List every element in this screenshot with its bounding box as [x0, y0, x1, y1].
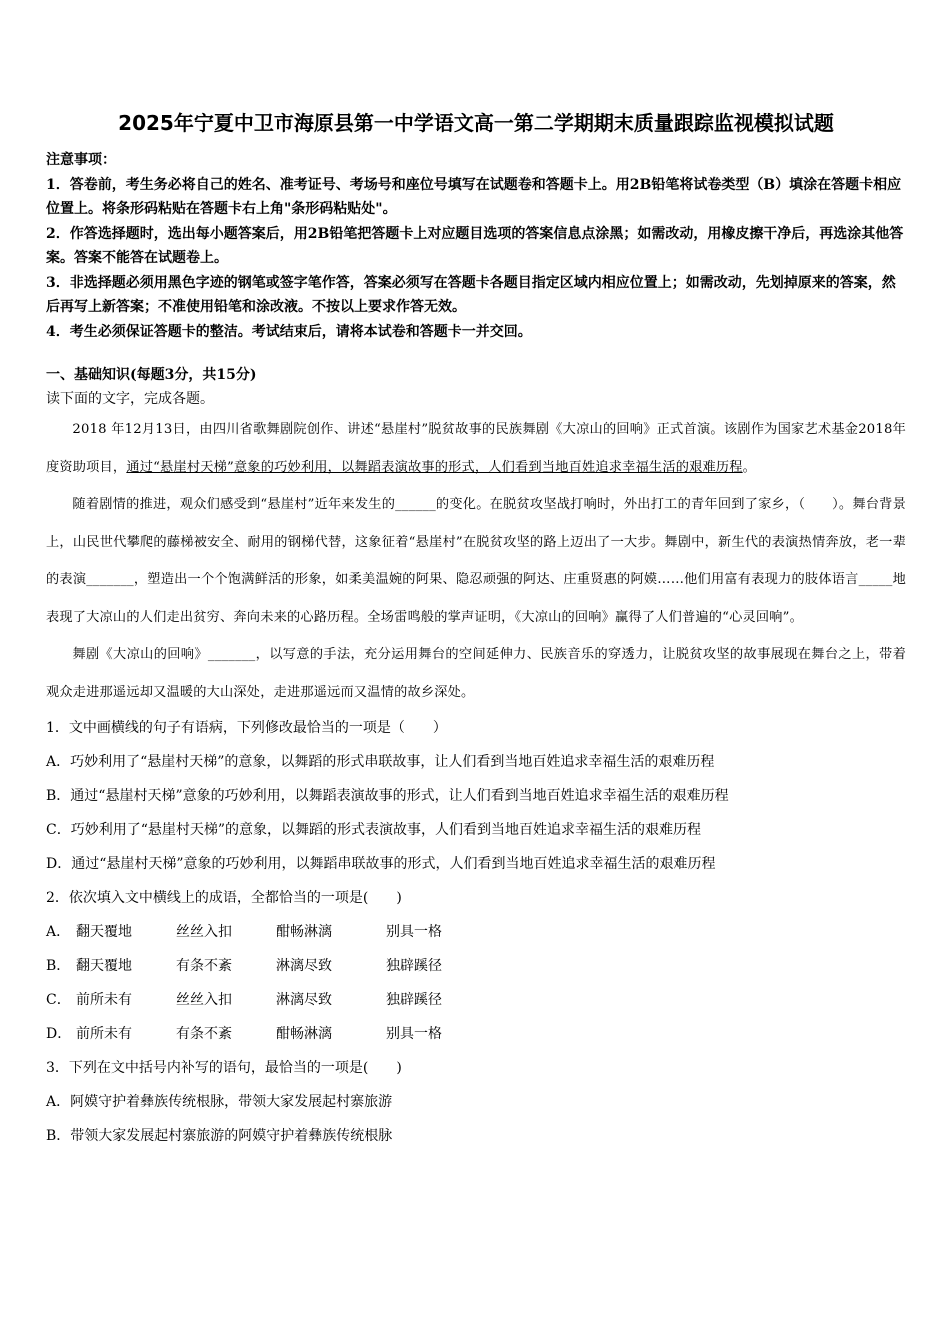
option-word: 前所未有 — [76, 1026, 132, 1042]
option-word: 丝丝入扣 — [176, 992, 232, 1008]
option-word: 酣畅淋漓 — [276, 924, 332, 940]
option-word: 有条不紊 — [176, 958, 232, 974]
option-word: 独辟蹊径 — [386, 958, 442, 974]
question-2-option — [46, 1017, 906, 1051]
question-3-stem: 3．下列在文中括号内补写的语句，最恰当的一项是( ) — [46, 1060, 402, 1076]
question-2-option — [46, 983, 906, 1017]
option-word: 翻天覆地 — [76, 924, 132, 940]
question-1-stem: 1．文中画横线的句子有语病，下列修改最恰当的一项是（ ） — [46, 720, 447, 736]
notice-item: 2．作答选择题时，选出每小题答案后，用2B铅笔把答题卡上对应题目选项的答案信息点涂黑；如需改动，用橡皮擦干净后，再选涂其他答案。答案不能答在试题卷上。 — [46, 225, 904, 266]
option-letter: D． — [46, 1026, 72, 1042]
option-word: 淋漓尽致 — [276, 992, 332, 1008]
passage-paragraph-2: 随着剧情的推进，观众们感受到“悬崖村”近年来发生的______的变化。在脱贫攻坚战打响时，外出打工的青年回到了家乡，（ ）。舞台背景上，山民世代攀爬的藤梯被安全、耐用的钢梯代替，这象征着“悬崖村”在脱贫攻坚的路上迈出了一大步。舞剧中，新生代的表演热情奔放，老一辈的表演_______，塑造出一个个饱满鲜活的形象，如柔美温婉的阿果、隐忍顽强的阿达、庄重贤惠的阿嫫……他们用富有表现力的肢体语言_____地表现了大凉山的人们走出贫穷、奔向未来的心路历程。全场雷鸣般的掌声证明，《大凉山的回响》赢得了人们普遍的“心灵回响”。 — [46, 497, 906, 625]
section-heading: 一、基础知识(每题3分，共15分) — [46, 367, 257, 383]
notice-item: 3．非选择题必须用黑色字迹的钢笔或签字笔作答，答案必须写在答题卡各题目指定区域内相应位置上；如需改动，先划掉原来的答案，然后再写上新答案；不准使用铅笔和涂改液。不按以上要求作答无效。 — [46, 274, 896, 315]
question-1-option: D．通过“悬崖村天梯”意象的巧妙利用，以舞蹈串联故事的形式，人们看到当地百姓追求幸福生活的艰难历程 — [46, 856, 716, 872]
option-word: 丝丝入扣 — [176, 924, 232, 940]
notice-item: 4．考生必须保证答题卡的整洁。考试结束后，请将本试卷和答题卡一并交回。 — [46, 323, 532, 340]
notice-item: 1．答卷前，考生务必将自己的姓名、准考证号、考场号和座位号填写在试题卷和答题卡上。用2B铅笔将试卷类型（B）填涂在答题卡相应位置上。将条形码粘贴在答题卡右上角"条形码粘贴处"。 — [46, 176, 902, 217]
option-word: 别具一格 — [386, 924, 442, 940]
option-letter: C． — [46, 992, 71, 1008]
section-instruction: 读下面的文字，完成各题。 — [46, 391, 214, 407]
notice-heading: 注意事项： — [46, 152, 116, 168]
option-word: 翻天覆地 — [76, 958, 132, 974]
passage-text: 2018 年12月13日，由四川省歌舞剧院创作、讲述“悬崖村”脱贫故事的民族舞剧《大凉山的回响》正式首演。该剧作为国家艺术基金2018年度资助项目， — [46, 422, 906, 475]
question-3-option: B．带领大家发展起村寨旅游的阿嫫守护着彝族传统根脉 — [46, 1128, 393, 1144]
option-word: 独辟蹊径 — [386, 992, 442, 1008]
page-title: 2025年宁夏中卫市海原县第一中学语文高一第二学期期末质量跟踪监视模拟试题 — [118, 111, 834, 135]
option-word: 别具一格 — [386, 1026, 442, 1042]
question-3-option: A．阿嫫守护着彝族传统根脉，带领大家发展起村寨旅游 — [46, 1094, 393, 1110]
passage-paragraph-1 — [46, 411, 906, 486]
option-word: 酣畅淋漓 — [276, 1026, 332, 1042]
question-2-option — [46, 949, 906, 983]
option-word: 前所未有 — [76, 992, 132, 1008]
passage-paragraph-3: 舞剧《大凉山的回响》_______，以写意的手法，充分运用舞台的空间延伸力、民族音乐的穿透力，让脱贫攻坚的故事展现在舞台之上，带着观众走进那遥远却又温暖的大山深处，走进那遥远而又温情的故乡深处。 — [46, 647, 906, 700]
passage-text: 。 — [742, 459, 757, 475]
question-2-stem: 2．依次填入文中横线上的成语，全都恰当的一项是( ) — [46, 890, 402, 906]
option-word: 淋漓尽致 — [276, 958, 332, 974]
question-1-option: C．巧妙利用了“悬崖村天梯”的意象，以舞蹈的形式表演故事，人们看到当地百姓追求幸福生活的艰难历程 — [46, 822, 702, 838]
question-1-option: A．巧妙利用了“悬崖村天梯”的意象，以舞蹈的形式串联故事，让人们看到当地百姓追求幸福生活的艰难历程 — [46, 754, 715, 770]
option-letter: B． — [46, 958, 71, 974]
option-letter: A． — [46, 924, 71, 940]
question-2-option — [46, 915, 906, 949]
underlined-sentence: 通过“悬崖村天梯”意象的巧妙利用，以舞蹈表演故事的形式，人们看到当地百姓追求幸福生活的艰难历程 — [126, 459, 743, 475]
exam-page — [46, 108, 906, 1153]
option-word: 有条不紊 — [176, 1026, 232, 1042]
question-1-option: B．通过“悬崖村天梯”意象的巧妙利用，以舞蹈表演故事的形式，让人们看到当地百姓追求幸福生活的艰难历程 — [46, 788, 729, 804]
